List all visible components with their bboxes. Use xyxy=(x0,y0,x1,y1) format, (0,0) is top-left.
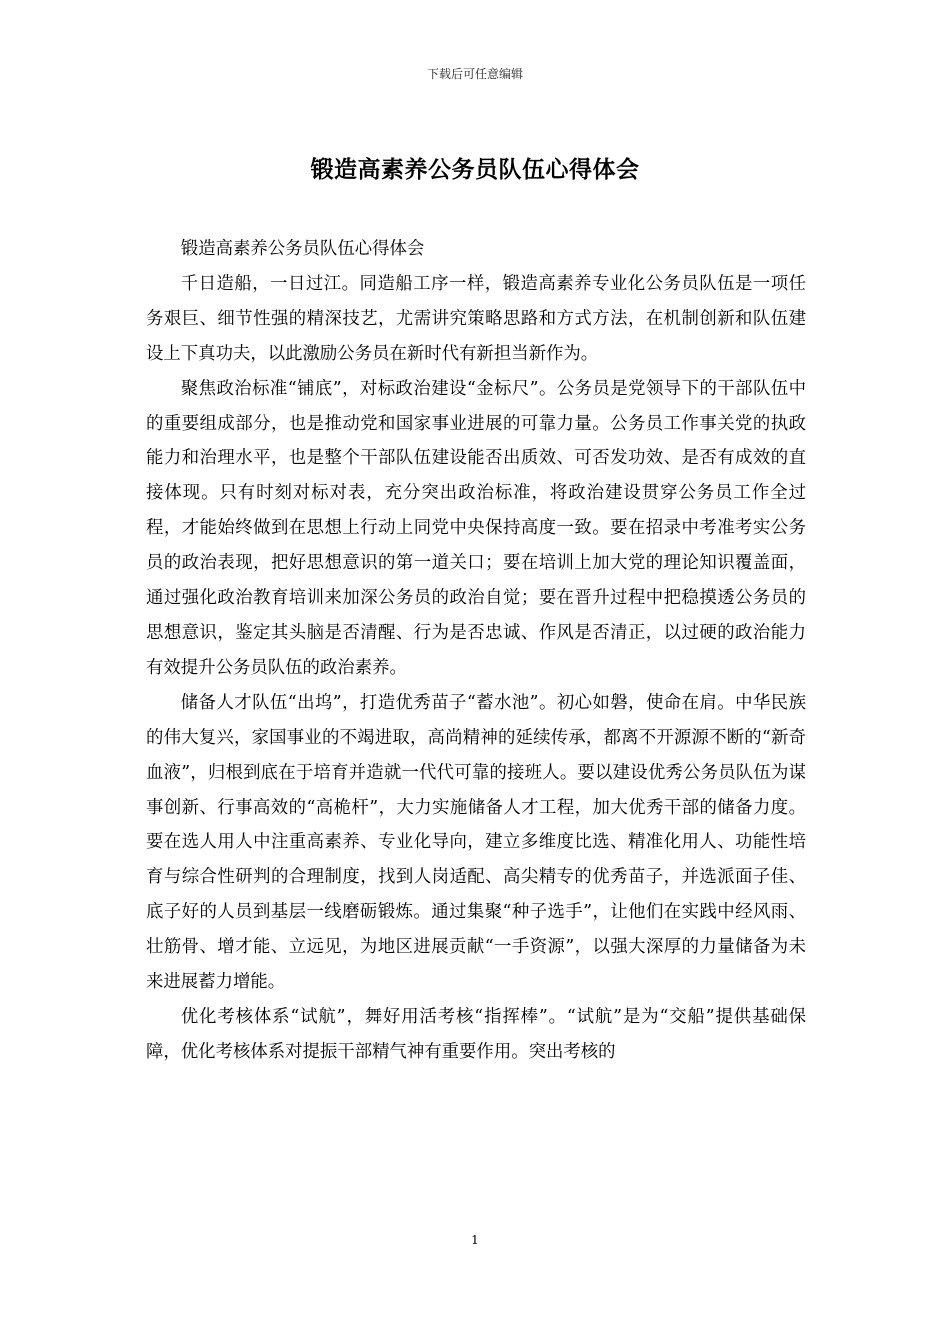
page-number: 1 xyxy=(471,1233,479,1247)
body-paragraph: 聚焦政治标准“铺底”，对标政治建设“金标尺”。公务员是党领导下的干部队伍中的重要组成部分，也是推动党和国家事业进展的可靠力量。公务员工作事关党的执政能力和治理水平，也是整个干部队伍建设能否出质效、可否发功效、是否有成效的直接体现。只有时刻对标对表，充分突出政治标准，将政治建设贯穿公务员工作全过程，才能始终做到在思想上行动上同党中央保持高度一致。要在招录中考准考实公务员的政治表现，把好思想意识的第一道关口；要在培训上加大党的理论知识覆盖面，通过强化政治教育培训来加深公务员的政治自觉；要在晋升过程中把稳摸透公务员的思想意识，鉴定其头脑是否清醒、行为是否忠诚、作风是否清正，以过硬的政治能力有效提升公务员队伍的政治素养。 xyxy=(146,378,806,678)
document-body xyxy=(146,232,806,1070)
body-paragraph: 千日造船，一日过江。同造船工序一样，锻造高素养专业化公务员队伍是一项任务艰巨、细节性强的精深技艺，尤需讲究策略思路和方式方法，在机制创新和队伍建设上下真功夫，以此激励公务员在新时代有新担当新作为。 xyxy=(146,273,806,364)
body-paragraph: 储备人才队伍“出坞”，打造优秀苗子“蓄水池”。初心如磐，使命在肩。中华民族的伟大复兴，家国事业的不竭进取，高尚精神的延续传承，都离不开源源不断的“新奇血液”，归根到底在于培育并造就一代代可靠的接班人。要以建设优秀公务员队伍为谋事创新、行事高效的“高桅杆”，大力实施储备人才工程，加大优秀干部的储备力度。要在选人用人中注重高素养、专业化导向，建立多维度比选、精准化用人、功能性培育与综合性研判的合理制度，找到人岗适配、高尖精专的优秀苗子，并选派面子佳、底子好的人员到基层一线磨砺锻炼。通过集聚“种子选手”，让他们在实践中经风雨、壮筋骨、增才能、立远见，为地区进展贡献“一手资源”，以强大深厚的力量储备为未来进展蓄力增能。 xyxy=(146,692,806,993)
body-paragraph: 优化考核体系“试航”，舞好用活考核“指挥棒”。“试航”是为“交船”提供基础保障，优化考核体系对提振干部精气神有重要作用。突出考核的 xyxy=(146,1006,806,1062)
body-paragraph: 锻造高素养公务员队伍心得体会 xyxy=(180,239,425,259)
header-note: 下载后可任意编辑 xyxy=(426,67,523,81)
document-title: 锻造高素养公务员队伍心得体会 xyxy=(310,156,640,183)
